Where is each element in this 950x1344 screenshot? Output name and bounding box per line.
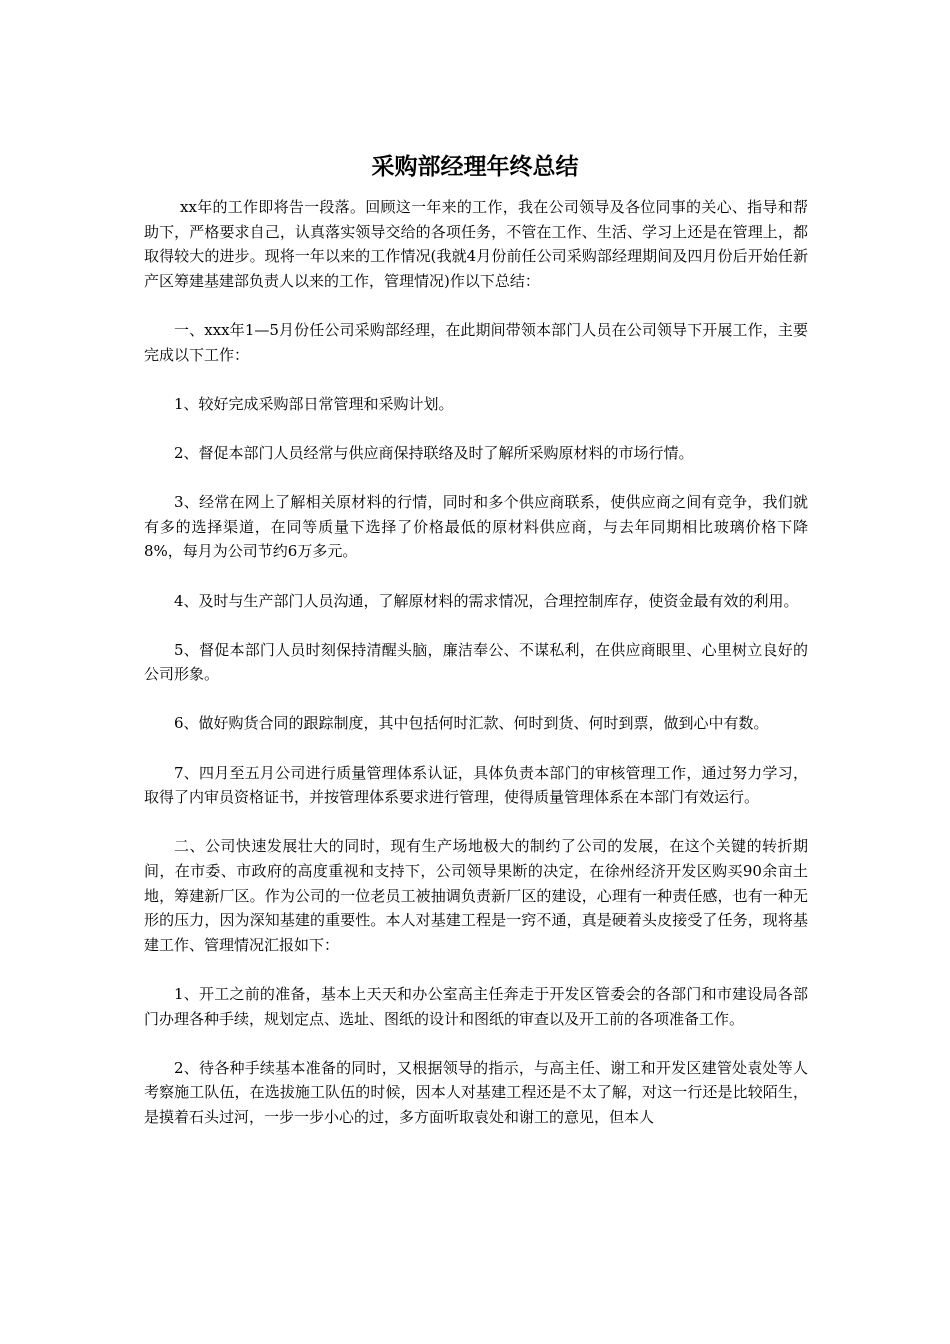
paragraph-item: 5、督促本部门人员时刻保持清醒头脑，廉洁奉公、不谋私利，在供应商眼里、心里树立良好的公司形象。 <box>144 640 808 684</box>
paragraph-item: 4、及时与生产部门人员沟通，了解原材料的需求情况，合理控制库存，使资金最有效的利用。 <box>174 591 799 610</box>
paragraph-item: 6、做好购货合同的跟踪制度，其中包括何时汇款、何时到货、何时到票，做到心中有数。 <box>174 714 769 733</box>
paragraph-intro: xx年的工作即将告一段落。回顾这一年来的工作，我在公司领导及各位同事的关心、指导和帮助下，严格要求自己，认真落实领导交给的各项任务，不管在工作、生活、学习上还是在管理上，都取得较大的进步。现将一年以来的工作情况(我就4月份前任公司采购部经理期间及四月份后开始任新产区筹建基建部负责人以来的工作，管理情况)作以下总结： <box>144 198 808 290</box>
paragraph-item: 1、较好完成采购部日常管理和采购计划。 <box>174 394 454 413</box>
paragraph-item: 3、经常在网上了解相关原材料的行情，同时和多个供应商联系，使供应商之间有竞争，我们就有多的选择渠道，在同等质量下选择了价格最低的原材料供应商，与去年同期相比玻璃价格下降8%，每月为公司节约6万多元。 <box>144 493 808 561</box>
document-title: 采购部经理年终总结 <box>371 154 579 180</box>
paragraph-item: 2、待各种手续基本准备的同时，又根据领导的指示，与高主任、谢工和开发区建管处袁处等人考察施工队伍，在选拔施工队伍的时候，因本人对基建工程还是不太了解，对这一行还是比较陌生，是摸着石头过河，一步一步小心的过，多方面听取袁处和谢工的意见，但本人 <box>144 1058 808 1126</box>
paragraph-item: 7、四月至五月公司进行质量管理体系认证，具体负责本部门的审核管理工作，通过努力学习，取得了内审员资格证书，并按管理体系要求进行管理，使得质量管理体系在本部门有效运行。 <box>144 763 808 807</box>
document-body <box>144 195 808 1154</box>
paragraph-item: 1、开工之前的准备，基本上天天和办公室高主任奔走于开发区管委会的各部门和市建设局各部门办理各种手续，规划定点、选址、图纸的设计和图纸的审查以及开工前的各项准备工作。 <box>144 985 808 1028</box>
paragraph-section-two: 二、公司快速发展壮大的同时，现有生产场地极大的制约了公司的发展，在这个关键的转折期间，在市委、市政府的高度重视和支持下，公司领导果断的决定，在徐州经济开发区购买90余亩土地，筹建新厂区。作为公司的一位老员工被抽调负责新厂区的建设，心理有一种责任感，也有一种无形的压力，因为深知基建的重要性。本人对基建工程是一窍不通，真是硬着头皮接受了任务，现将基建工作、管理情况汇报如下： <box>144 837 808 954</box>
paragraph-section-one: 一、xxx年1—5月份任公司采购部经理，在此期间带领本部门人员在公司领导下开展工作，主要完成以下工作： <box>144 320 808 364</box>
paragraph-item: 2、督促本部门人员经常与供应商保持联络及时了解所采购原材料的市场行情。 <box>174 443 694 462</box>
